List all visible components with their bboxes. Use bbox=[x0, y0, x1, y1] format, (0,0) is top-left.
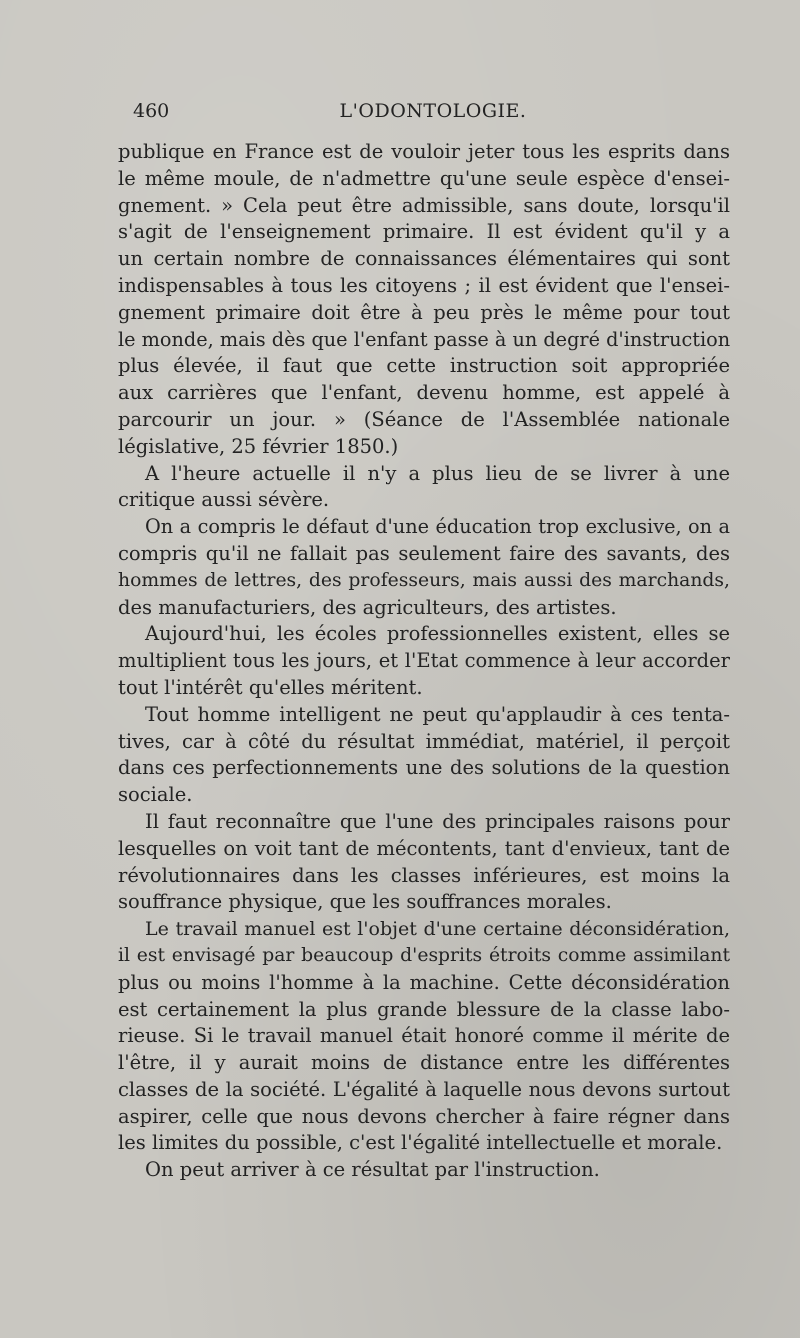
text-line: indispensables à tous les citoyens ; il est évident que l'ensei- bbox=[118, 273, 730, 297]
text-line: tives, car à côté du résultat immédiat, matériel, il perçoit bbox=[118, 729, 730, 753]
text-line: un certain nombre de connaissances élémentaires qui sont bbox=[118, 247, 730, 271]
text-line: gnement. » Cela peut être admissible, sans doute, lorsqu'il bbox=[118, 193, 730, 217]
text-line: souffrance physique, que les souffrances morales. bbox=[118, 890, 612, 914]
text-line: On peut arriver à ce résultat par l'instruction. bbox=[145, 1158, 600, 1182]
text-line: A l'heure actuelle il n'y a plus lieu de se livrer à une bbox=[145, 461, 730, 485]
text-line: lesquelles on voit tant de mécontents, tant d'envieux, tant de bbox=[118, 836, 730, 860]
text-line: rieuse. Si le travail manuel était honoré comme il mérite de bbox=[118, 1024, 730, 1048]
text-line: critique aussi sévère. bbox=[118, 488, 330, 512]
text-line: tout l'intérêt qu'elles méritent. bbox=[118, 675, 423, 699]
text-line: législative, 25 février 1850.) bbox=[118, 434, 399, 458]
text-line: s'agit de l'enseignement primaire. Il est évident qu'il y a bbox=[118, 220, 730, 244]
page-header bbox=[133, 100, 733, 130]
text-line: dans ces perfectionnements une des solutions de la question bbox=[118, 756, 730, 780]
text-line: On a compris le défaut d'une éducation trop exclusive, on a bbox=[145, 515, 730, 539]
text-line: gnement primaire doit être à peu près le même pour tout bbox=[118, 300, 730, 324]
text-line: l'être, il y aurait moins de distance entre les différentes bbox=[118, 1051, 730, 1075]
text-line: multiplient tous les jours, et l'Etat commence à leur accorder bbox=[118, 649, 730, 673]
text-line: parcourir un jour. » (Séance de l'Assemblée nationale bbox=[118, 407, 730, 431]
text-line: plus ou moins l'homme à la machine. Cette déconsidération bbox=[118, 970, 730, 994]
text-line: aspirer, celle que nous devons chercher à faire régner dans bbox=[118, 1104, 730, 1128]
text-line: les limites du possible, c'est l'égalité intellectuelle et morale. bbox=[118, 1131, 723, 1155]
text-line: compris qu'il ne fallait pas seulement faire des savants, des bbox=[118, 541, 730, 565]
text-line: Aujourd'hui, les écoles professionnelles existent, elles se bbox=[145, 622, 730, 646]
text-line: le monde, mais dès que l'enfant passe à un degré d'instruction bbox=[118, 327, 731, 351]
text-line: est certainement la plus grande blessure de la classe labo- bbox=[118, 997, 730, 1021]
text-line: aux carrières que l'enfant, devenu homme, est appelé à bbox=[118, 381, 730, 405]
text-line: publique en France est de vouloir jeter tous les esprits dans bbox=[118, 140, 730, 163]
text-line: des manufacturiers, des agriculteurs, des artistes. bbox=[118, 595, 617, 619]
text-line: hommes de lettres, des professeurs, mais aussi des marchands, bbox=[118, 569, 730, 591]
text-line: Il faut reconnaître que l'une des principales raisons pour bbox=[145, 809, 730, 833]
text-line: révolutionnaires dans les classes inférieures, est moins la bbox=[118, 863, 730, 887]
text-line: Le travail manuel est l'objet d'une certaine déconsidération, bbox=[145, 918, 730, 941]
text-line: Tout homme intelligent ne peut qu'applaudir à ces tenta- bbox=[145, 702, 730, 726]
running-title: L'ODONTOLOGIE. bbox=[339, 100, 527, 122]
text-line: le même moule, de n'admettre qu'une seule espèce d'ensei- bbox=[118, 166, 730, 190]
page-number: 460 bbox=[133, 100, 170, 122]
text-line: il est envisagé par beaucoup d'esprits étroits comme assimilant bbox=[118, 944, 730, 966]
text-line: plus élevée, il faut que cette instruction soit appropriée bbox=[118, 354, 730, 378]
text-line: sociale. bbox=[118, 783, 193, 807]
text-line: classes de la société. L'égalité à laquelle nous devons surtout bbox=[118, 1077, 730, 1101]
body-text bbox=[118, 139, 730, 1184]
